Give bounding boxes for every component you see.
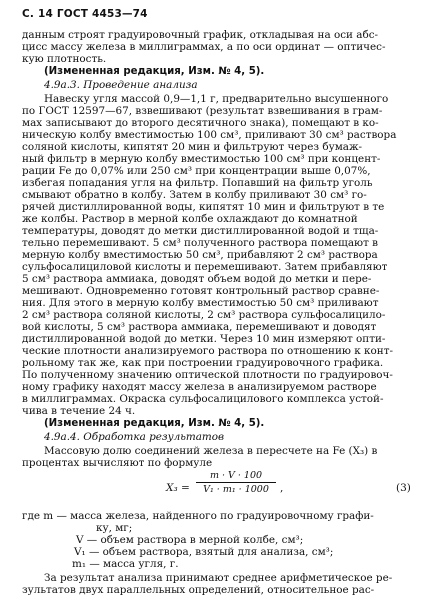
formula-lhs: X₃ = <box>166 482 190 494</box>
text-line: ния. Для этого в мерную колбу вместимостью 50 см³ приливают <box>22 297 379 309</box>
text-line: рации Fe до 0,07% или 250 см³ при концентрации выше 0,07%, <box>22 165 371 177</box>
text-line: по ГОСТ 12597—67, взвешивают (результат взвешивания в грам- <box>22 105 383 117</box>
text-line: мерную колбу вместимостью 50 см³, прибавляют 2 см³ раствора <box>22 249 378 261</box>
page-header: С. 14 ГОСТ 4453—74 <box>22 8 148 20</box>
text-line: дистиллированной водой до метки. Через 10 мин измеряют опти- <box>22 333 386 345</box>
text-line: ческие плотности анализируемого раствора по отношению к конт- <box>22 345 393 357</box>
text-line: чива в течение 24 ч. <box>22 405 136 417</box>
text-line: рольному так же, как при построении градуировочного графика. <box>22 357 384 369</box>
text-line: температуры, доводят до метки дистиллированной водой и тща- <box>22 225 379 237</box>
formula-comma: , <box>280 482 284 494</box>
text-line: кую плотность. <box>22 53 107 65</box>
text-line: сульфосалициловой кислоты и перемешивают. Затем прибавляют <box>22 261 388 273</box>
definition-line: ку, мг; <box>96 522 133 534</box>
text-line: смывают обратно в колбу. Затем в колбу приливают 30 см³ го- <box>22 189 367 201</box>
formula <box>0 469 448 509</box>
text-line: По полученному значению оптической плотности по градуировоч- <box>22 369 393 381</box>
text-line: За результат анализа принимают среднее арифметическое ре- <box>44 572 393 584</box>
text-line: процентах вычисляют по формуле <box>22 457 213 469</box>
definition-line: где m — масса железа, найденного по градуировочному графи- <box>22 510 374 522</box>
text-line: данным строят градуировочный график, откладывая на оси абс- <box>22 29 379 41</box>
revision-note: (Измененная редакция, Изм. № 4, 5). <box>44 66 265 77</box>
text-line: цисс массу железа в миллиграммах, а по оси ординат — оптичес- <box>22 41 386 53</box>
text-line: ный фильтр в мерную колбу вместимостью 100 см³ при концент- <box>22 153 381 165</box>
text-line: зультатов двух параллельных определений, относительное рас- <box>22 584 375 596</box>
text-line: Массовую долю соединений железа в пересчете на Fe (X₃) в <box>44 445 378 457</box>
formula-number: (3) <box>396 482 411 494</box>
text-line: ному графику находят массу железа в анализируемом растворе <box>22 381 377 393</box>
text-line: в миллиграммах. Окраска сульфосалицилового комплекса устой- <box>22 393 384 405</box>
text-line: ническую колбу вместимостью 100 см³, приливают 30 см³ раствора <box>22 129 397 141</box>
definition-line: m₁ — масса угля, г. <box>72 558 179 570</box>
text-line: 5 см³ раствора аммиака, доводят объем водой до метки и пере- <box>22 273 372 285</box>
text-line: избегая попадания угля на фильтр. Попавший на фильтр уголь <box>22 177 373 189</box>
section-heading: 4.9а.4. Обработка результатов <box>44 431 225 443</box>
text-line: мах записывают до второго десятичного знака), помещают в ко- <box>22 117 379 129</box>
section-heading: 4.9а.3. Проведение анализа <box>44 79 198 91</box>
text-line: вой кислоты, 5 см³ раствора аммиака, перемешивают и доводят <box>22 321 377 333</box>
formula-denominator: V₁ · m₁ · 1000 <box>203 484 269 495</box>
text-line: мешивают. Одновременно готовят контрольный раствор сравне- <box>22 285 380 297</box>
text-line: рячей дистиллированной воды, кипятят 10 мин и фильтруют в те <box>22 201 385 213</box>
text-line: же колбы. Раствор в мерной колбе охлаждают до комнатной <box>22 213 358 225</box>
definition-line: V — объем раствора в мерной колбе, см³; <box>76 534 304 546</box>
formula-fraction <box>196 469 276 496</box>
text-line: соляной кислоты, кипятят 20 мин и фильтруют через бумаж- <box>22 141 363 153</box>
text-line: 2 см³ раствора соляной кислоты, 2 см³ раствора сульфосалицило- <box>22 309 386 321</box>
revision-note: (Измененная редакция, Изм. № 4, 5). <box>44 418 265 429</box>
definition-line: V₁ — объем раствора, взятый для анализа, см³; <box>74 546 334 558</box>
text-line: тельно перемешивают. 5 см³ полученного раствора помещают в <box>22 237 378 249</box>
text-line: Навеску угля массой 0,9—1,1 г, предварительно высушенного <box>44 93 389 105</box>
formula-numerator: m · V · 100 <box>196 469 276 483</box>
